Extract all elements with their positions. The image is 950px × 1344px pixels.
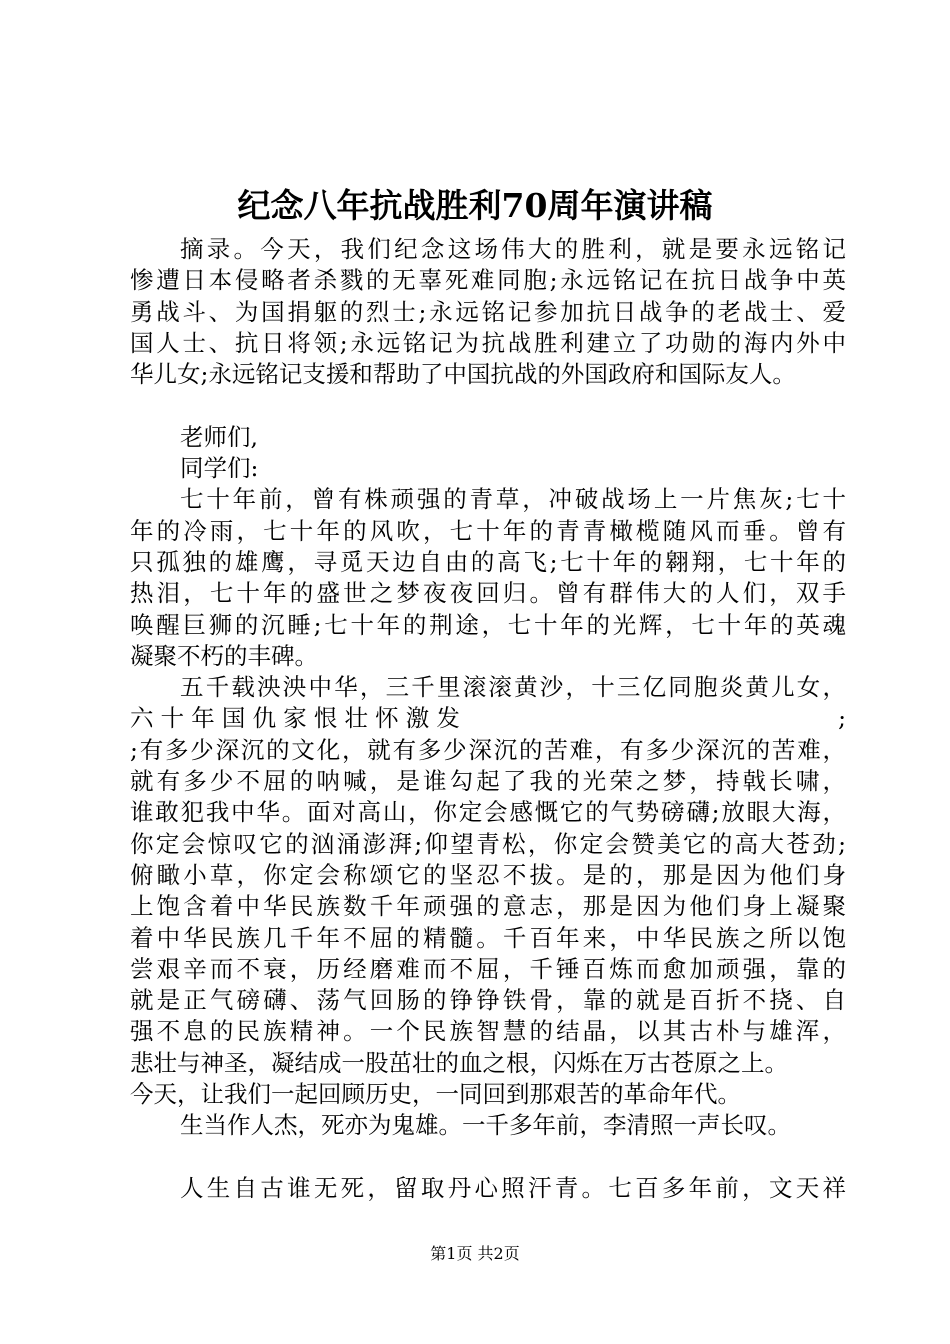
paragraph-line: 生当作人杰，死亦为鬼雄。一千多年前，李清照一声长叹。 <box>180 1111 791 1140</box>
paragraph-line: 华儿女;永远铭记支援和帮助了中国抗战的外国政府和国际友人。 <box>130 360 796 389</box>
paragraph-line: 国人士、抗日将领;永远铭记为抗战胜利建立了功勋的海内外中 <box>130 328 846 357</box>
paragraph-line: 只孤独的雄鹰，寻觅天边自由的高飞;七十年的翱翔，七十年的 <box>130 547 846 576</box>
spaced-char: 六 <box>130 704 154 733</box>
spaced-char: 家 <box>283 704 307 733</box>
paragraph-line: 上饱含着中华民族数千年顽强的意志，那是因为他们身上凝聚 <box>130 892 846 921</box>
paragraph-line: 着中华民族几千年不屈的精髓。千百年来，中华民族之所以饱 <box>130 923 846 952</box>
spaced-char: 发 <box>436 704 460 733</box>
salutation-teachers: 老师们, <box>180 422 258 451</box>
paragraph-line: 就有多少不屈的呐喊，是谁勾起了我的光荣之梦，持戟长啸， <box>130 767 846 796</box>
spaced-char: 怀 <box>375 704 399 733</box>
paragraph-line: 惨遭日本侵略者杀戮的无辜死难同胞;永远铭记在抗日战争中英 <box>130 266 846 295</box>
paragraph-line: 摘录。今天，我们纪念这场伟大的胜利，就是要永远铭记 <box>180 235 846 263</box>
paragraph-line: 就是正气磅礴、荡气回肠的铮铮铁骨，靠的就是百折不挠、自 <box>130 986 846 1015</box>
paragraph-line: 唤醒巨狮的沉睡;七十年的荆途，七十年的光辉，七十年的英魂 <box>130 610 846 639</box>
paragraph-line: 悲壮与神圣，凝结成一股茁壮的血之根，闪烁在万古苍原之上。 <box>130 1048 788 1077</box>
document-title: 纪念八年抗战胜利70周年演讲稿 <box>237 186 713 225</box>
paragraph-line: 人生自古谁无死，留取丹心照汗青。七百多年前，文天祥 <box>180 1173 846 1202</box>
paragraph-line: ;有多少深沉的文化，就有多少深沉的苦难，有多少深沉的苦难， <box>130 735 846 764</box>
paragraph-line: 年的冷雨，七十年的风吹，七十年的青青橄榄随风而垂。曾有 <box>130 516 846 545</box>
document-body <box>130 234 846 1204</box>
salutation-students: 同学们: <box>180 454 259 483</box>
spaced-paragraph-line <box>130 703 846 734</box>
paragraph-line: 今天，让我们一起回顾历史，一同回到那艰苦的革命年代。 <box>130 1080 741 1109</box>
paragraph-line: 尝艰辛而不衰，历经磨难而不屈，千锤百炼而愈加顽强，靠的 <box>130 954 846 983</box>
paragraph-line: 俯瞰小草，你定会称颂它的坚忍不拔。是的，那是因为他们身 <box>130 860 846 889</box>
paragraph-line: 凝聚不朽的丰碑。 <box>130 641 318 670</box>
spaced-char: 国 <box>221 704 246 733</box>
paragraph-line: 五千载泱泱中华，三千里滚滚黄沙，十三亿同胞炎黄儿女， <box>180 673 846 702</box>
spaced-char: 恨 <box>313 704 338 733</box>
paragraph-line: 七十年前，曾有株顽强的青草，冲破战场上一片焦灰;七十 <box>180 485 846 514</box>
blank-line <box>130 390 846 421</box>
spaced-char: 壮 <box>344 704 368 733</box>
page-footer: 第1页 共2页 <box>430 1244 520 1263</box>
blank-line <box>130 1142 846 1173</box>
spaced-char: 激 <box>405 704 430 733</box>
spaced-text <box>130 703 460 734</box>
spaced-char: 十 <box>160 704 185 733</box>
paragraph-line: 勇战斗、为国捐躯的烈士;永远铭记参加抗日战争的老战士、爱 <box>130 297 846 326</box>
paragraph-line: 你定会惊叹它的汹涌澎湃;仰望青松，你定会赞美它的高大苍劲; <box>130 829 846 858</box>
paragraph-line: 谁敢犯我中华。面对高山，你定会感慨它的气势磅礴;放眼大海， <box>130 798 846 827</box>
paragraph-line: 热泪，七十年的盛世之梦夜夜回归。曾有群伟大的人们，双手 <box>130 579 846 608</box>
spaced-char: 年 <box>191 704 215 733</box>
spaced-char: 仇 <box>252 704 277 733</box>
spaced-char: ; <box>838 704 846 733</box>
paragraph-line: 强不息的民族精神。一个民族智慧的结晶，以其古朴与雄浑， <box>130 1017 846 1046</box>
